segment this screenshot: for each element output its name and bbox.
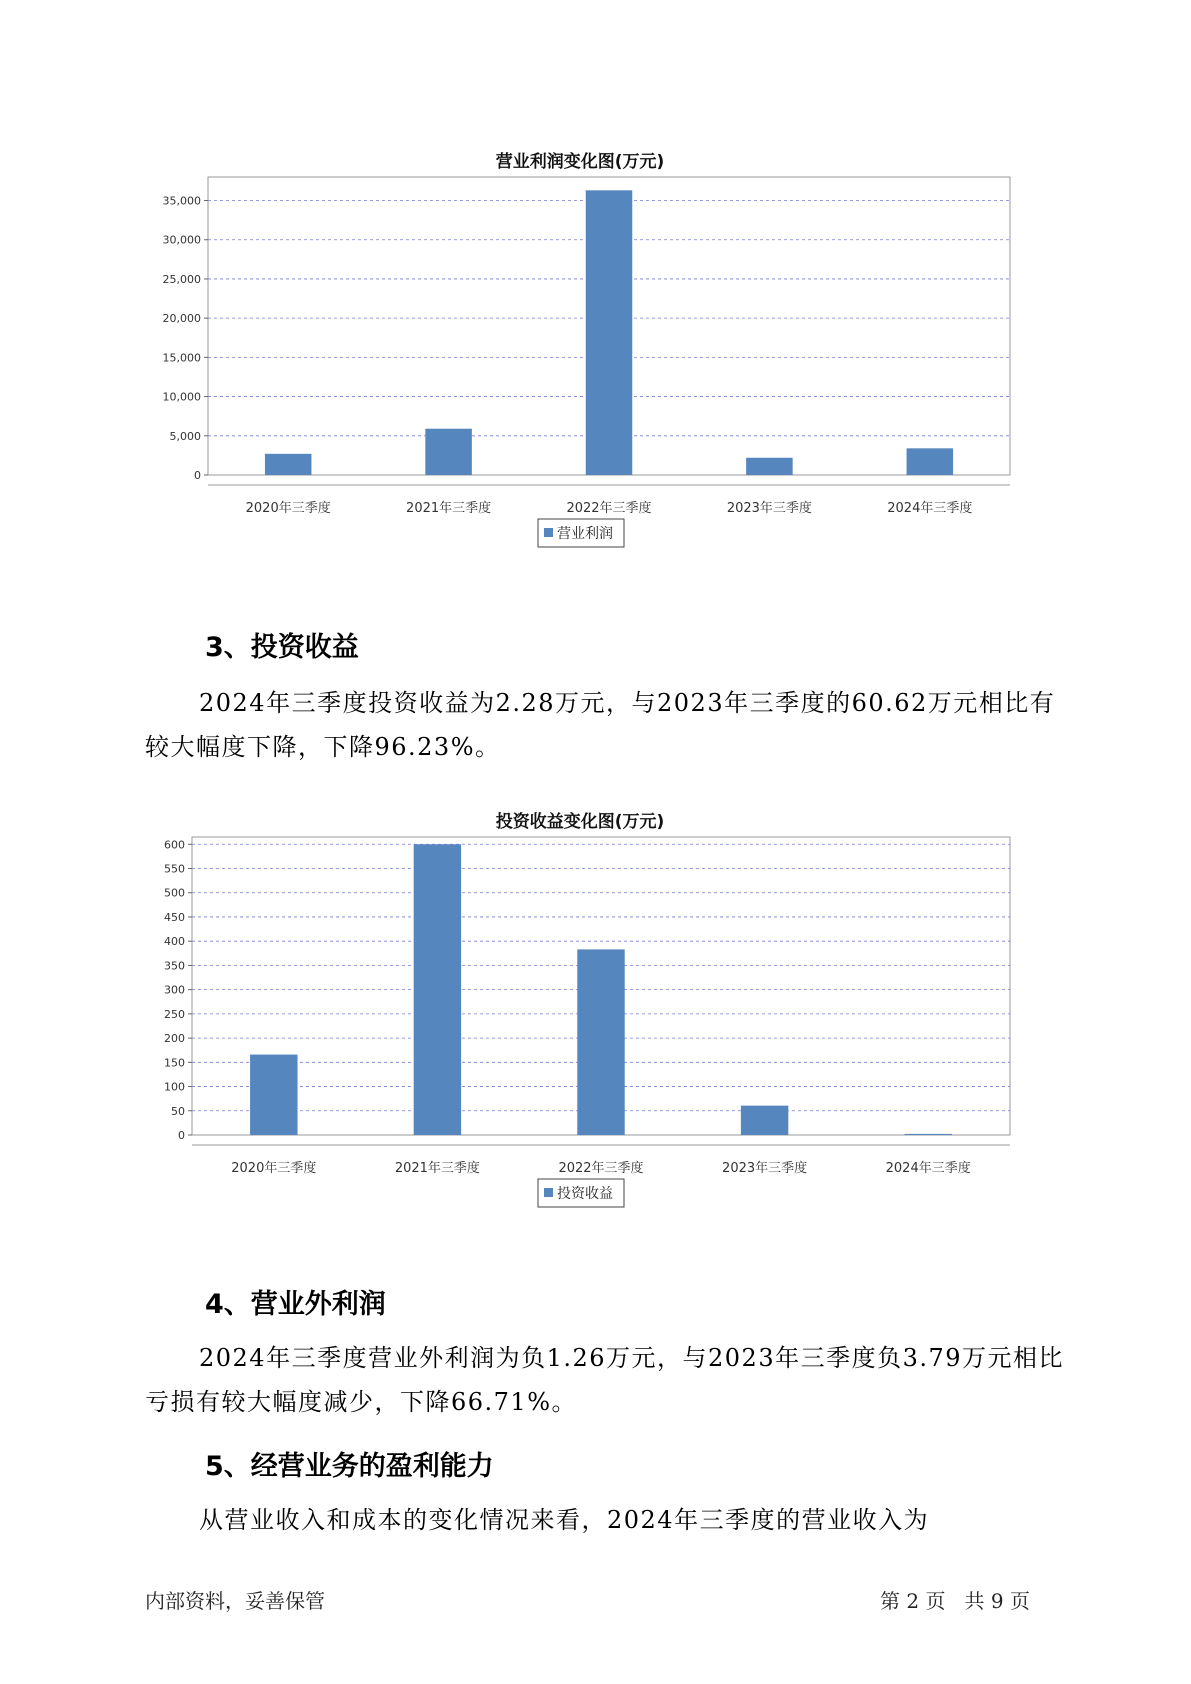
x-tick-label: 2022年三季度 [566,501,652,516]
bar-chart-svg [140,165,1020,595]
x-tick-label: 2023年三季度 [722,1161,808,1176]
y-tick-label: 30,000 [162,233,201,247]
x-tick-label: 2023年三季度 [726,501,812,516]
section-4-heading: 4、营业外利润 [205,1289,386,1320]
y-tick-label: 25,000 [162,272,201,286]
y-tick-label: 0 [194,469,201,482]
section-4-paragraph: 2024年三季度营业外利润为负1.26万元，与2023年三季度负3.79万元相比亏损有较大幅度减少，下降66.71%。 [145,1344,1065,1416]
chart-title: 营业利润变化图(万元) [495,152,665,172]
operating-profit-chart [140,145,1020,590]
section-5-heading: 5、经营业务的盈利能力 [205,1451,494,1482]
bar [907,448,954,475]
x-tick-label: 2024年三季度 [885,1161,971,1176]
footer-left: 内部资料，妥善保管 [145,1589,325,1613]
bar-chart-svg [140,825,1020,1255]
bar [265,454,312,475]
y-tick-label: 5,000 [169,429,201,443]
y-tick-label: 150 [164,1056,185,1070]
legend-swatch [544,1188,553,1197]
y-tick-label: 400 [164,935,185,949]
section-3-paragraph: 2024年三季度投资收益为2.28万元，与2023年三季度的60.62万元相比有较大幅度下降，下降96.23%。 [145,689,1056,761]
y-tick-label: 500 [164,886,185,900]
y-tick-label: 15,000 [162,351,201,365]
legend-label: 营业利润 [557,526,613,542]
y-tick-label: 450 [164,910,185,924]
bar [904,1134,951,1135]
x-tick-label: 2024年三季度 [887,501,973,516]
y-tick-label: 250 [164,1007,185,1021]
footer-page-number: 第 2 页 共 9 页 [880,1589,1030,1613]
section-5-paragraph: 从营业收入和成本的变化情况来看，2024年三季度的营业收入为 [199,1506,930,1534]
x-tick-label: 2020年三季度 [231,1161,317,1176]
y-tick-label: 300 [164,983,185,997]
bar [586,190,633,475]
bar [746,458,793,475]
x-tick-label: 2022年三季度 [558,1161,644,1176]
legend-label: 投资收益 [557,1186,613,1202]
legend-swatch [544,528,553,537]
x-tick-label: 2021年三季度 [406,501,492,516]
y-tick-label: 20,000 [162,312,201,326]
bar [741,1106,788,1135]
y-tick-label: 0 [178,1129,185,1142]
y-tick-label: 200 [164,1032,185,1046]
y-tick-label: 550 [164,862,185,876]
y-tick-label: 50 [171,1104,185,1118]
y-tick-label: 35,000 [162,194,201,208]
bar [250,1055,297,1135]
y-tick-label: 600 [164,838,185,852]
x-tick-label: 2020年三季度 [245,501,331,516]
section-3-heading: 3、投资收益 [205,632,359,663]
y-tick-label: 350 [164,959,185,973]
bar [414,844,461,1135]
bar [577,949,624,1135]
y-tick-label: 100 [164,1080,185,1094]
bar [425,429,472,475]
investment-income-chart [140,805,1020,1250]
x-tick-label: 2021年三季度 [394,1161,480,1176]
y-tick-label: 10,000 [162,390,201,404]
chart-title: 投资收益变化图(万元) [495,812,665,832]
